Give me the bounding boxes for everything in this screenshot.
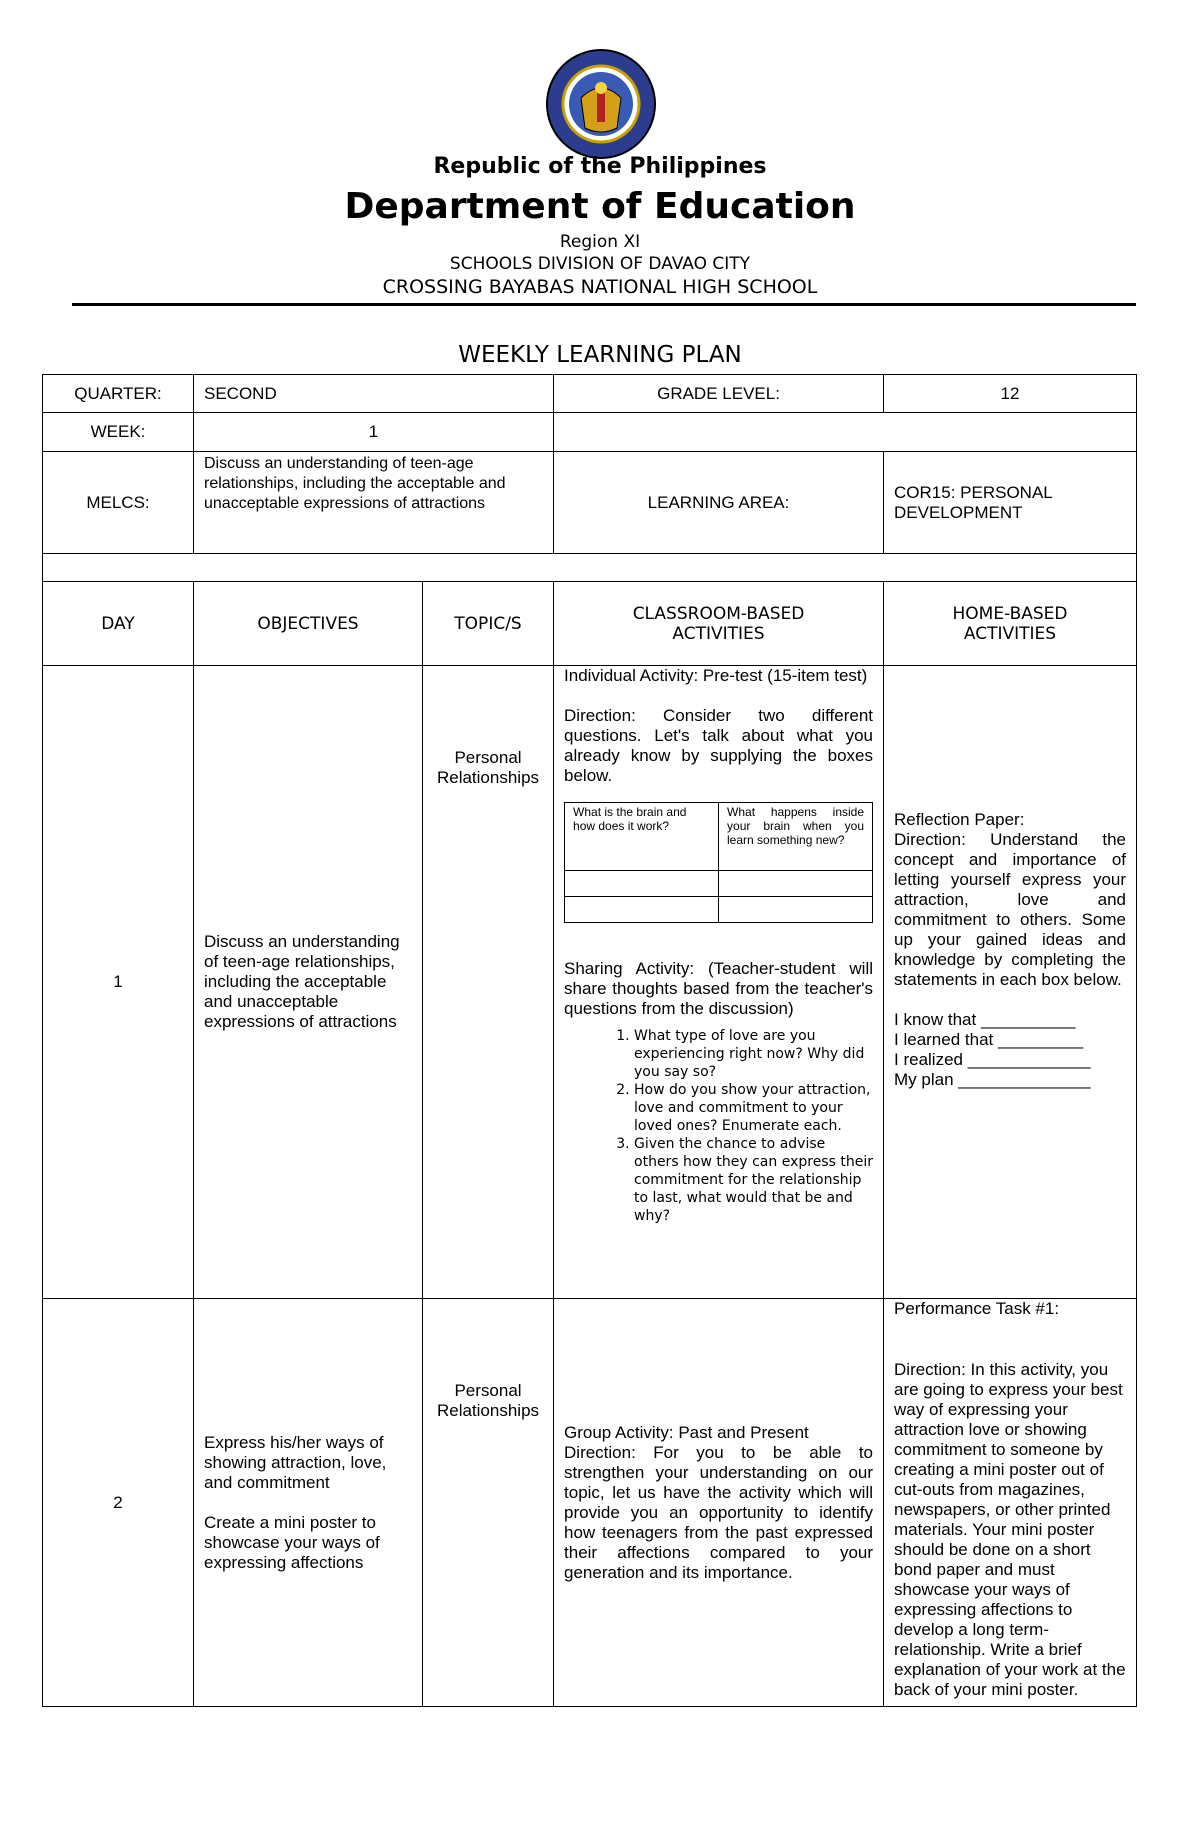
reflection-prompt: I realized _____________ [894,1050,1091,1069]
reflection-prompt: I know that __________ [894,1010,1076,1029]
day-2-home [884,1299,1137,1707]
grade-level-label: GRADE LEVEL: [554,375,884,413]
sharing-question: 3. Given the chance to advise others how they can express their commitment for the relationship to last, what would that be and why? [634,1135,873,1225]
column-header-row [43,582,1137,666]
sharing-questions-list [564,1027,873,1225]
reflection-prompt: My plan ______________ [894,1070,1091,1089]
sharing-question: 2. How do you show your attraction, love and commitment to your loved ones? Enumerate each. [634,1081,873,1135]
melcs-row [43,452,1137,554]
department-line: Department of Education [344,186,856,227]
pretest-question-right: What happens inside your brain when you learn something new? [719,803,873,871]
pretest-answer-cell [565,897,719,923]
day-1-row [43,666,1137,1299]
col-topics: TOPIC/S [423,582,554,666]
day-2-classroom [554,1299,884,1707]
pretest-question-left: What is the brain and how does it work? [565,803,719,871]
quarter-row [43,375,1137,413]
day-1-home [884,666,1137,1299]
sharing-question: 1. What type of love are you experiencing right now? Why did you say so? [634,1027,873,1081]
day-1-home-direction: Direction: Understand the concept and importance of letting yourself express your attraction, love and commitment to others. Some up your gained ideas and knowledge by completing the statements in each box below. [894,830,1127,989]
day-1-number: 1 [43,666,194,1299]
day-1-activity: Individual Activity: Pre-test (15-item test) [564,666,868,685]
col-classroom-activities: CLASSROOM-BASED ACTIVITIES [554,582,884,666]
day-2-direction: Direction: For you to be able to strengthen your understanding on our topic, let us have the activity which will provide you an opportunity to identify how teenagers from the past expressed their affections compared to your generation and its importance. [564,1442,874,1582]
division-line: SCHOOLS DIVISION OF DAVAO CITY [449,254,751,274]
day-2-objective: Create a mini poster to showcase your ways of expressing affections [204,1512,380,1572]
day-2-objectives [194,1299,423,1707]
day-1-sharing-activity: Sharing Activity: (Teacher-student will share thoughts based from the teacher's questions from the discussion) [564,959,874,1018]
day-2-activity: Group Activity: Past and Present [564,1422,809,1442]
header-divider [72,303,1136,306]
col-day: DAY [43,582,194,666]
quarter-value: SECOND [194,375,554,413]
week-label: WEEK: [43,413,194,452]
pretest-box-table [564,802,873,923]
quarter-label: QUARTER: [43,375,194,413]
week-row [43,413,1137,452]
spacer-cell [43,554,1137,582]
day-2-number: 2 [43,1299,194,1707]
learning-area-label: LEARNING AREA: [554,452,884,554]
col-objectives: OBJECTIVES [194,582,423,666]
pretest-answer-cell [719,871,873,897]
day-1-direction: Direction: Consider two different questions. Let's talk about what you already know by supplying the boxes below. [564,706,874,785]
deped-seal-icon [545,48,657,160]
week-value: 1 [194,413,554,452]
melcs-value: Discuss an understanding of teen-age relationships, including the acceptable and unacceptable expressions of attractions [194,452,554,554]
day-2-topic: Personal Relationships [423,1299,554,1707]
week-row-blank [554,413,1137,452]
day-2-home-direction: Direction: In this activity, you are going to express your best way of expressing your attraction love or showing commitment to someone by creating a mini poster out of cut-outs from magazines, newspapers, or other printed materials. Your mini poster should be done on a short bond paper and must showcase your ways of expressing affections to develop a long term-relationship. Write a brief explanation of your work at the back of your mini poster. [894,1360,1126,1699]
grade-level-value: 12 [884,375,1137,413]
spacer-row [43,554,1137,582]
pretest-answer-cell [719,897,873,923]
region-line: Region XI [559,232,641,252]
reflection-prompt: I learned that _________ [894,1030,1084,1049]
republic-line: Republic of the Philippines [433,154,767,179]
learning-area-value: COR15: PERSONAL DEVELOPMENT [884,452,1137,554]
day-2-row [43,1299,1137,1707]
plan-title: WEEKLY LEARNING PLAN [458,342,742,368]
col-home-activities: HOME-BASED ACTIVITIES [884,582,1137,666]
day-2-home-title: Performance Task #1: [894,1299,1060,1318]
day-1-home-title: Reflection Paper: [894,810,1025,829]
day-1-topic: Personal Relationships [423,666,554,1299]
day-2-objective: Express his/her ways of showing attraction, love, and commitment [204,1432,387,1492]
weekly-learning-plan-table [42,374,1137,1707]
day-1-objectives: Discuss an understanding of teen-age relationships, including the acceptable and unacceptable expressions of attractions [194,666,423,1299]
school-line: CROSSING BAYABAS NATIONAL HIGH SCHOOL [382,276,818,298]
day-1-classroom [554,666,884,1299]
pretest-answer-cell [565,871,719,897]
melcs-label: MELCS: [43,452,194,554]
